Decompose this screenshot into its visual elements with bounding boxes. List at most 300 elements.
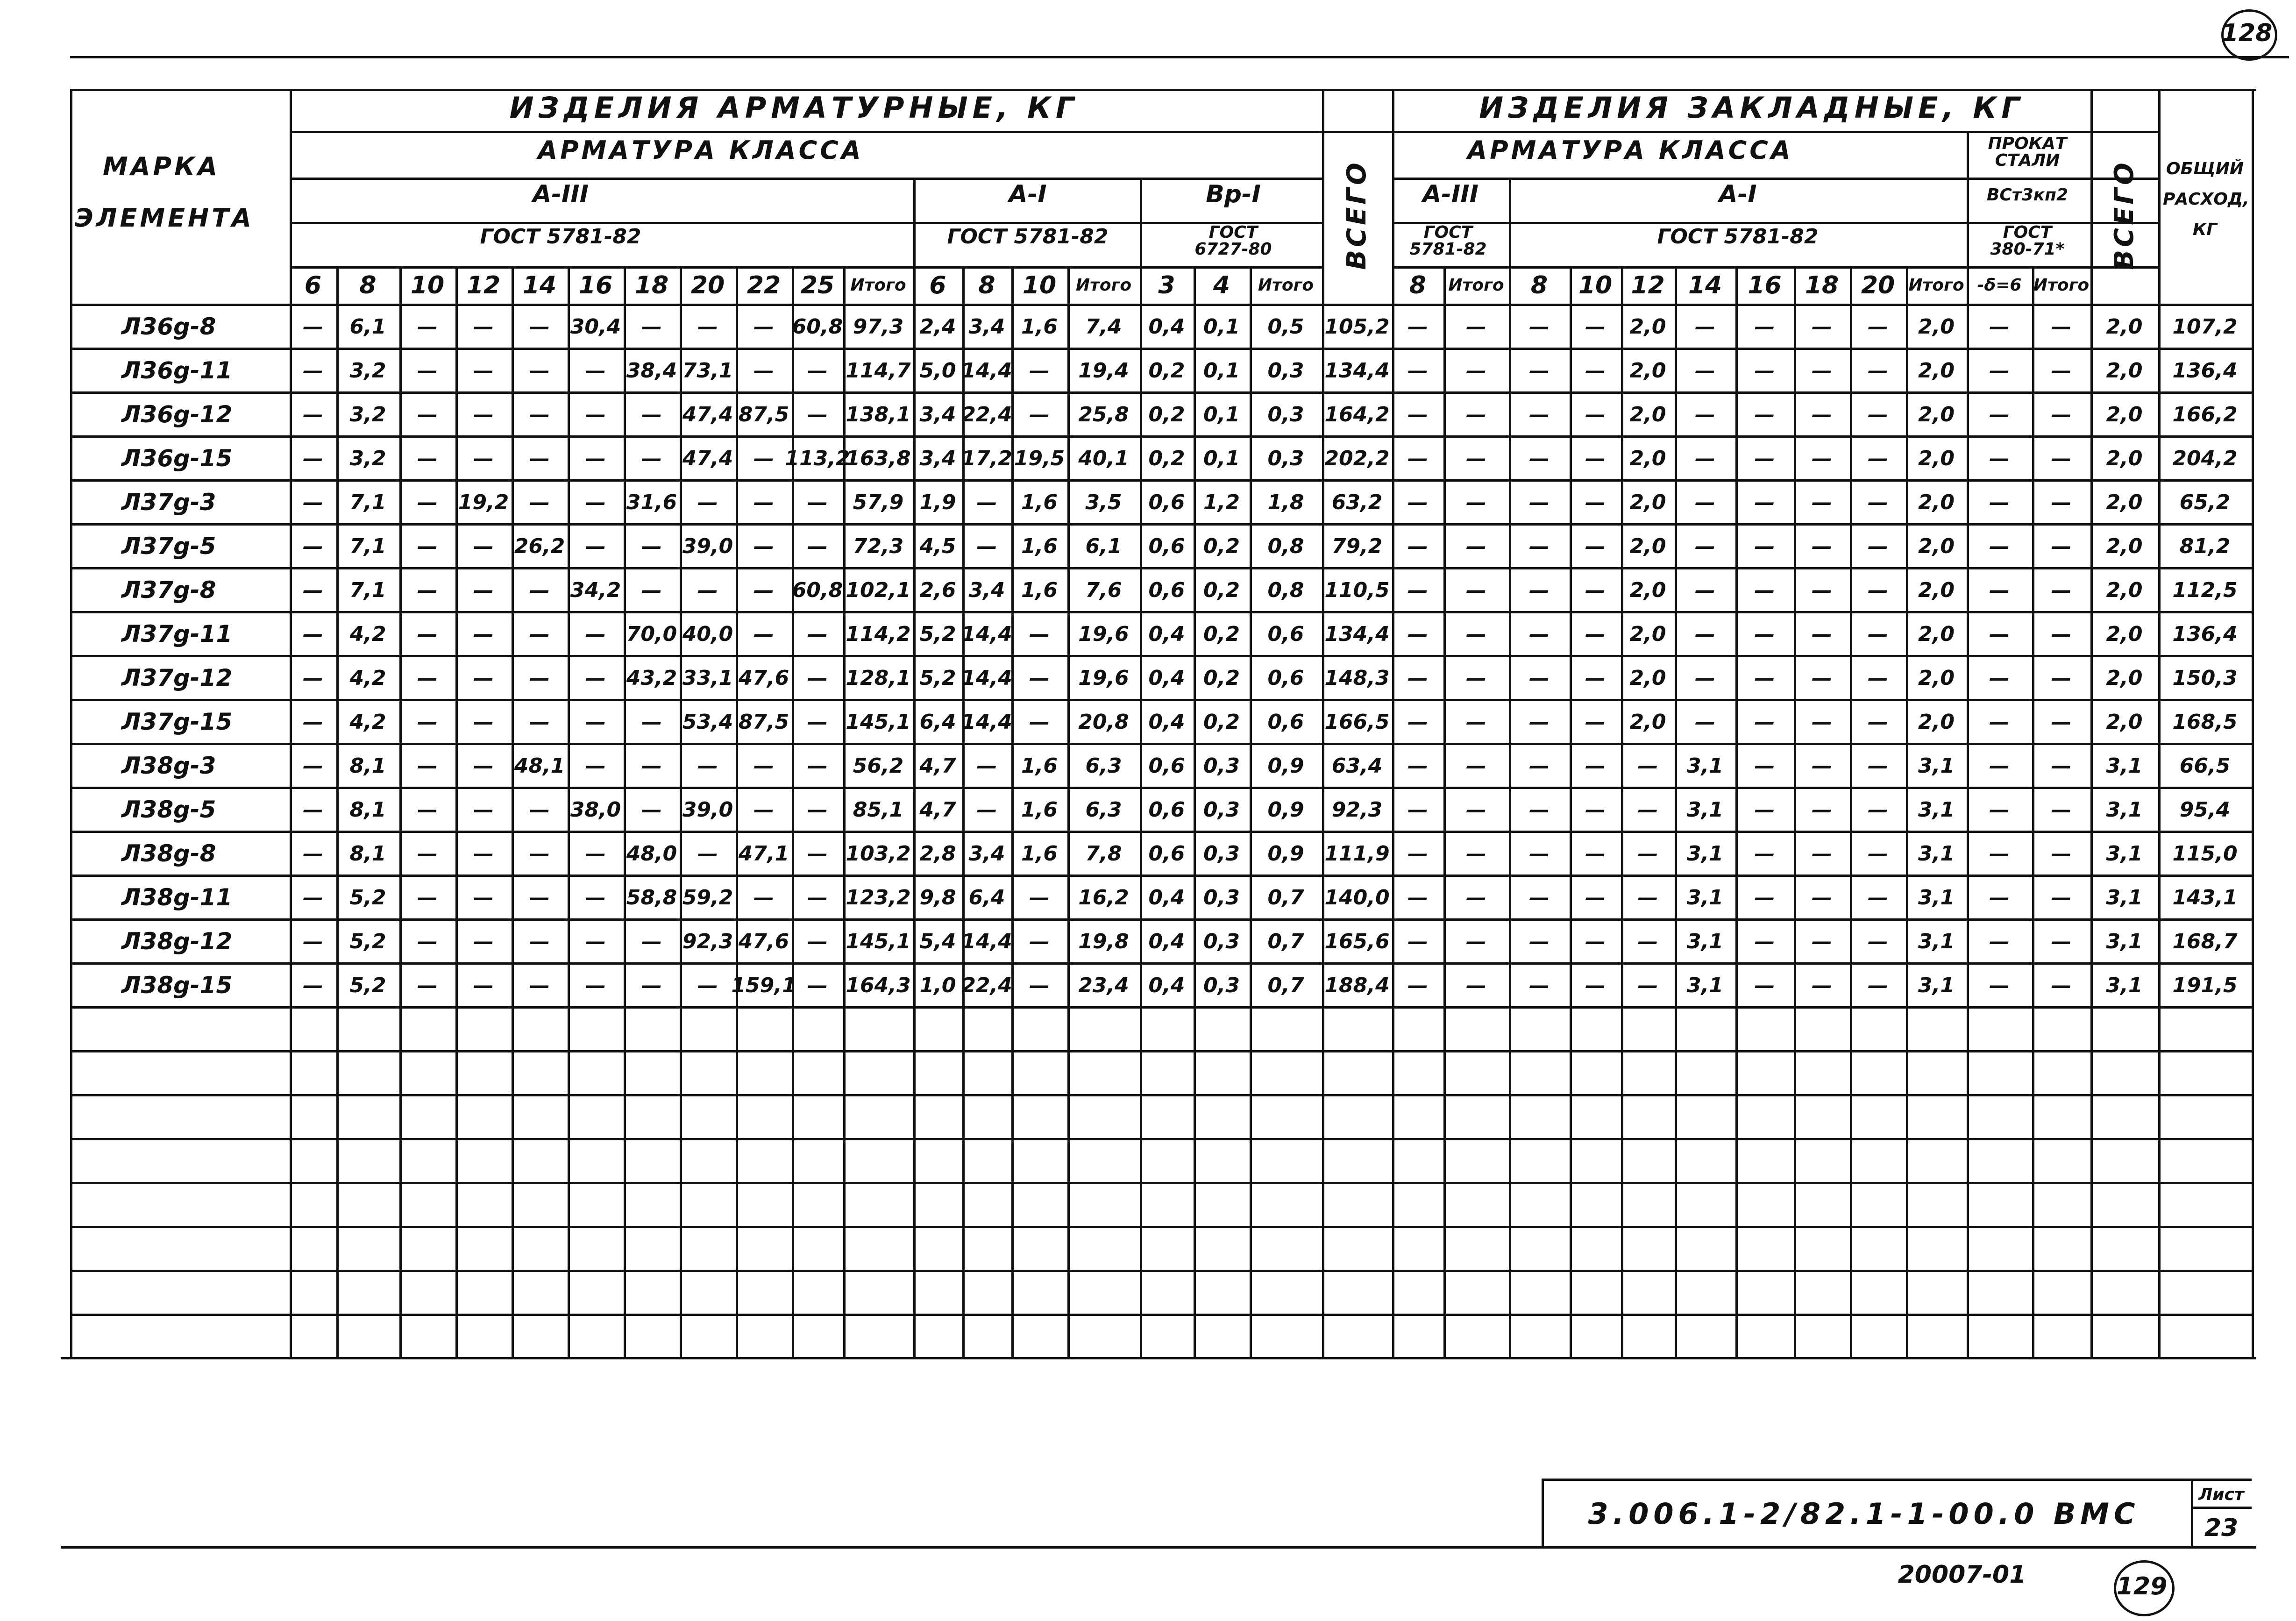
table-cell: — — [473, 315, 494, 339]
table-cell: — — [1695, 622, 1715, 646]
table-cell: 166,2 — [2172, 403, 2238, 427]
table-cell: — — [303, 710, 323, 734]
table-cell: 102,1 — [846, 578, 911, 602]
table-cell: 2,6 — [919, 578, 956, 602]
column-rule — [1194, 266, 1196, 1357]
table-cell: 6,4 — [919, 710, 956, 734]
table-cell: — — [1989, 534, 2010, 558]
table-cell: — — [1029, 622, 1050, 646]
table-cell: — — [473, 930, 494, 953]
table-cell: — — [2051, 447, 2072, 470]
table-cell: — — [1407, 886, 1428, 910]
table-cell: — — [807, 622, 828, 646]
table-cell: 150,3 — [2172, 666, 2238, 690]
table-cell: — — [753, 798, 774, 822]
table-cell: — — [976, 534, 997, 558]
header-gost-380: ГОСТ 380-71* — [1990, 223, 2065, 259]
table-cell: — — [529, 710, 550, 734]
table-cell: — — [417, 754, 438, 778]
table-cell: — — [1637, 754, 1658, 778]
table-cell: — — [1529, 666, 1550, 690]
table-cell: — — [303, 491, 323, 514]
column-rule — [2158, 89, 2161, 1357]
header-bottom-border — [70, 304, 2252, 306]
table-cell: 136,4 — [2172, 622, 2238, 646]
table-cell: — — [1989, 403, 2010, 427]
header-rule-1 — [290, 131, 2158, 133]
table-cell: — — [1812, 315, 1832, 339]
column-size-label: 12 — [466, 271, 501, 299]
table-cell: 1,2 — [1203, 491, 1240, 514]
table-cell: — — [1812, 930, 1832, 953]
table-cell: — — [1754, 930, 1775, 953]
table-cell: 0,2 — [1203, 578, 1240, 602]
table-cell: — — [303, 666, 323, 690]
table-cell: — — [753, 447, 774, 470]
table-cell: — — [2051, 491, 2072, 514]
table-cell: — — [2051, 754, 2072, 778]
table-cell: 111,9 — [1324, 842, 1390, 866]
table-cell: 3,1 — [1687, 798, 1723, 822]
table-cell: — — [585, 403, 606, 427]
table-cell: — — [1868, 491, 1888, 514]
table-cell: 0,3 — [1203, 754, 1240, 778]
table-cell: — — [1529, 798, 1550, 822]
table-cell: 65,2 — [2179, 491, 2231, 514]
row-mark: Л36g-8 — [121, 313, 216, 340]
table-cell: — — [1989, 491, 2010, 514]
row-rule — [70, 611, 2252, 613]
table-cell: 70,0 — [626, 622, 677, 646]
table-cell: — — [1466, 491, 1486, 514]
table-cell: — — [807, 798, 828, 822]
table-cell: — — [807, 754, 828, 778]
table-cell: — — [1529, 403, 1550, 427]
table-cell: 0,2 — [1203, 622, 1240, 646]
row-mark: Л38g-12 — [121, 928, 233, 955]
table-cell: — — [1754, 491, 1775, 514]
table-cell: — — [1407, 842, 1428, 866]
table-cell: — — [303, 930, 323, 953]
table-cell: — — [529, 578, 550, 602]
table-cell: — — [1868, 974, 1888, 997]
table-cell: — — [585, 930, 606, 953]
table-cell: — — [303, 534, 323, 558]
table-cell: — — [1407, 754, 1428, 778]
table-cell: 2,0 — [1629, 666, 1666, 690]
table-cell: 3,1 — [1918, 930, 1955, 953]
table-cell: — — [473, 622, 494, 646]
table-cell: — — [1029, 403, 1050, 427]
table-cell: 40,0 — [682, 622, 733, 646]
table-cell: — — [417, 974, 438, 997]
table-cell: — — [585, 622, 606, 646]
table-cell: — — [1868, 798, 1888, 822]
table-cell: 2,0 — [1629, 578, 1666, 602]
row-rule — [70, 1270, 2252, 1272]
table-cell: — — [1585, 447, 1606, 470]
table-cell: — — [1989, 754, 2010, 778]
column-size-label: 14 — [1688, 271, 1722, 299]
column-size-label: 14 — [522, 271, 557, 299]
table-cell: — — [2051, 974, 2072, 997]
table-cell: — — [585, 359, 606, 383]
table-cell: — — [1695, 359, 1715, 383]
column-rule — [1967, 131, 1969, 1357]
table-cell: — — [1754, 578, 1775, 602]
table-cell: 0,6 — [1267, 666, 1304, 690]
table-cell: 3,1 — [2106, 974, 2143, 997]
table-cell: 4,5 — [919, 534, 956, 558]
table-cell: 38,4 — [626, 359, 677, 383]
table-cell: 5,2 — [919, 666, 956, 690]
column-rule — [1067, 266, 1070, 1357]
table-cell: — — [1989, 930, 2010, 953]
column-rule — [1621, 266, 1623, 1357]
table-cell: 4,2 — [349, 710, 386, 734]
table-cell: 3,4 — [919, 403, 956, 427]
column-rule — [1675, 266, 1677, 1357]
table-cell: — — [1812, 403, 1832, 427]
column-size-label: 25 — [800, 271, 835, 299]
table-cell: — — [529, 886, 550, 910]
table-cell: — — [417, 842, 438, 866]
table-cell: — — [807, 491, 828, 514]
row-rule — [70, 787, 2252, 789]
table-cell: 2,0 — [1918, 666, 1955, 690]
column-size-label: 8 — [1409, 271, 1427, 299]
header-rule-2b — [1392, 178, 2158, 180]
header-a1-right: A-I — [1719, 180, 1757, 208]
table-cell: 47,6 — [738, 930, 789, 953]
table-cell: — — [1989, 842, 2010, 866]
row-rule — [70, 831, 2252, 833]
table-cell: 3,1 — [2106, 886, 2143, 910]
table-cell: — — [303, 359, 323, 383]
row-mark: Л38g-11 — [121, 884, 233, 911]
table-cell: 3,1 — [1687, 930, 1723, 953]
header-total-reinforcement: ВСЕГО — [1342, 160, 1372, 270]
table-cell: 63,2 — [1331, 491, 1383, 514]
table-cell: — — [1466, 315, 1486, 339]
table-cell: — — [417, 798, 438, 822]
table-cell: — — [417, 930, 438, 953]
header-rule-4b — [1392, 266, 2158, 269]
row-mark: Л38g-8 — [121, 840, 216, 867]
table-cell: 3,1 — [2106, 930, 2143, 953]
table-cell: 2,0 — [1918, 403, 1955, 427]
table-cell: — — [303, 842, 323, 866]
row-mark: Л37g-8 — [121, 576, 216, 604]
table-cell: — — [1466, 578, 1486, 602]
table-cell: — — [473, 534, 494, 558]
table-cell: — — [1754, 447, 1775, 470]
table-cell: 0,2 — [1148, 447, 1185, 470]
header-embedded-products: ИЗДЕЛИЯ ЗАКЛАДНЫЕ, КГ — [1479, 91, 2025, 125]
table-cell: — — [1466, 666, 1486, 690]
table-cell: — — [1585, 534, 1606, 558]
table-cell: — — [807, 886, 828, 910]
table-cell: — — [697, 974, 718, 997]
table-cell: — — [1868, 447, 1888, 470]
table-cell: — — [1529, 315, 1550, 339]
column-rule — [1906, 266, 1908, 1357]
row-rule — [70, 1226, 2252, 1228]
table-cell: — — [1868, 359, 1888, 383]
row-mark: Л36g-11 — [121, 357, 233, 384]
table-cell: — — [417, 710, 438, 734]
table-cell: 4,2 — [349, 622, 386, 646]
table-cell: — — [1407, 798, 1428, 822]
table-cell: — — [641, 403, 662, 427]
column-size-label: 16 — [578, 271, 613, 299]
table-cell: — — [1585, 974, 1606, 997]
table-cell: 0,1 — [1203, 359, 1240, 383]
table-cell: — — [2051, 578, 2072, 602]
table-cell: — — [1529, 491, 1550, 514]
table-cell: — — [1989, 447, 2010, 470]
table-cell: — — [807, 403, 828, 427]
table-cell: — — [1754, 359, 1775, 383]
row-rule — [70, 699, 2252, 701]
table-cell: 2,0 — [2106, 359, 2143, 383]
table-cell: 17,2 — [961, 447, 1012, 470]
table-cell: 165,6 — [1324, 930, 1390, 953]
table-cell: 3,2 — [349, 359, 386, 383]
table-cell: — — [1754, 403, 1775, 427]
row-rule — [70, 567, 2252, 569]
table-cell: 0,3 — [1267, 403, 1304, 427]
table-cell: — — [1989, 798, 2010, 822]
table-cell: 134,4 — [1324, 359, 1390, 383]
table-cell: 5,2 — [349, 930, 386, 953]
table-cell: — — [473, 886, 494, 910]
table-cell: — — [1989, 886, 2010, 910]
table-cell: — — [807, 359, 828, 383]
table-cell: — — [2051, 622, 2072, 646]
table-cell: — — [1754, 798, 1775, 822]
column-rule — [568, 266, 570, 1357]
table-cell: — — [529, 491, 550, 514]
table-cell: — — [1407, 315, 1428, 339]
table-cell: 19,6 — [1078, 622, 1129, 646]
table-cell: — — [2051, 930, 2072, 953]
table-cell: — — [1585, 666, 1606, 690]
table-cell: 2,0 — [1918, 315, 1955, 339]
table-cell: — — [585, 666, 606, 690]
column-rule — [1735, 266, 1738, 1357]
table-cell: — — [1868, 578, 1888, 602]
table-cell: — — [1407, 666, 1428, 690]
table-cell: 87,5 — [738, 710, 789, 734]
table-cell: — — [2051, 842, 2072, 866]
table-cell: 1,6 — [1021, 754, 1058, 778]
table-cell: — — [2051, 886, 2072, 910]
table-cell: 0,3 — [1203, 798, 1240, 822]
table-cell: 163,8 — [846, 447, 911, 470]
table-cell: 103,2 — [846, 842, 911, 866]
table-cell: 143,1 — [2172, 886, 2238, 910]
table-cell: — — [1812, 491, 1832, 514]
header-element: ЭЛЕМЕНТА — [75, 203, 254, 233]
table-cell: 0,4 — [1148, 886, 1185, 910]
column-rule — [624, 266, 626, 1357]
table-cell: 60,8 — [792, 315, 843, 339]
table-cell: 168,7 — [2172, 930, 2238, 953]
table-cell: 4,7 — [919, 754, 956, 778]
table-cell: 19,4 — [1078, 359, 1129, 383]
table-cell: 2,0 — [2106, 447, 2143, 470]
table-cell: — — [1812, 710, 1832, 734]
table-cell: 0,8 — [1267, 534, 1304, 558]
table-cell: — — [753, 622, 774, 646]
table-cell: 6,3 — [1085, 798, 1122, 822]
table-cell: — — [2051, 666, 2072, 690]
table-cell: — — [2051, 534, 2072, 558]
column-size-label: 10 — [410, 271, 445, 299]
column-rule — [792, 266, 794, 1357]
column-rule — [1322, 89, 1324, 1357]
table-cell: — — [303, 403, 323, 427]
column-size-label: 10 — [1022, 271, 1057, 299]
table-cell: 7,1 — [349, 578, 386, 602]
table-cell: — — [1529, 447, 1550, 470]
header-mark: МАРКА — [103, 152, 220, 181]
table-cell: 22,4 — [961, 403, 1012, 427]
table-cell: 4,7 — [919, 798, 956, 822]
table-cell: 2,0 — [1918, 710, 1955, 734]
header-rule-3a — [290, 222, 1322, 224]
column-size-label: 8 — [359, 271, 377, 299]
table-cell: 204,2 — [2172, 447, 2238, 470]
table-cell: — — [1989, 315, 2010, 339]
table-cell: 53,4 — [682, 710, 733, 734]
column-itogo: Итого — [1908, 276, 1964, 295]
table-cell: 0,7 — [1267, 974, 1304, 997]
column-rule — [962, 266, 965, 1357]
column-itogo: Итого — [1448, 276, 1504, 295]
table-cell: 0,7 — [1267, 930, 1304, 953]
table-cell: 0,6 — [1148, 798, 1185, 822]
table-cell: 3,1 — [1918, 886, 1955, 910]
table-cell: 191,5 — [2172, 974, 2238, 997]
table-cell: 2,0 — [2106, 622, 2143, 646]
table-cell: — — [1585, 930, 1606, 953]
table-cell: 47,6 — [738, 666, 789, 690]
table-cell: 1,6 — [1021, 315, 1058, 339]
table-cell: 3,2 — [349, 403, 386, 427]
table-cell: — — [1868, 622, 1888, 646]
table-cell: 188,4 — [1324, 974, 1390, 997]
frame-top-rule — [70, 56, 2289, 58]
table-cell: — — [529, 622, 550, 646]
table-cell: 5,4 — [919, 930, 956, 953]
table-cell: — — [585, 447, 606, 470]
table-cell: 0,8 — [1267, 578, 1304, 602]
table-cell: — — [1812, 578, 1832, 602]
table-cell: — — [641, 578, 662, 602]
table-cell: — — [1812, 622, 1832, 646]
table-cell: — — [1529, 534, 1550, 558]
table-cell: — — [303, 447, 323, 470]
table-cell: — — [697, 315, 718, 339]
table-cell: — — [1868, 534, 1888, 558]
table-cell: — — [1695, 491, 1715, 514]
table-cell: — — [697, 842, 718, 866]
table-cell: — — [1466, 842, 1486, 866]
table-cell: — — [1029, 930, 1050, 953]
column-size-label: 10 — [1578, 271, 1613, 299]
column-delta: -δ=6 — [1977, 276, 2022, 295]
table-cell: 6,4 — [968, 886, 1005, 910]
table-cell: — — [1529, 842, 1550, 866]
table-cell: 2,0 — [1918, 622, 1955, 646]
table-cell: — — [1466, 886, 1486, 910]
table-cell: 95,4 — [2179, 798, 2231, 822]
table-cell: — — [753, 886, 774, 910]
table-cell: — — [417, 886, 438, 910]
table-cell: 3,1 — [1918, 754, 1955, 778]
table-cell: 0,1 — [1203, 403, 1240, 427]
table-cell: 0,2 — [1203, 534, 1240, 558]
table-cell: 58,8 — [626, 886, 677, 910]
table-cell: — — [1585, 491, 1606, 514]
table-cell: 20,8 — [1078, 710, 1129, 734]
table-cell: 73,1 — [682, 359, 733, 383]
table-cell: — — [641, 710, 662, 734]
table-cell: 0,6 — [1148, 491, 1185, 514]
table-cell: 1,6 — [1021, 842, 1058, 866]
row-rule — [70, 655, 2252, 657]
mark-column-border — [290, 89, 292, 1357]
table-cell: 0,2 — [1203, 710, 1240, 734]
table-cell: 2,0 — [1629, 534, 1666, 558]
table-cell: — — [529, 315, 550, 339]
table-cell: 5,2 — [919, 622, 956, 646]
header-total-use: ОБЩИЙ РАСХОД, КГ — [2163, 159, 2249, 239]
column-rule — [336, 266, 339, 1357]
column-rule — [1794, 266, 1796, 1357]
table-cell: — — [1812, 447, 1832, 470]
table-cell: — — [417, 447, 438, 470]
table-cell: — — [417, 622, 438, 646]
table-cell: 0,4 — [1148, 315, 1185, 339]
table-cell: 92,3 — [682, 930, 733, 953]
table-cell: 2,0 — [1629, 315, 1666, 339]
row-rule — [70, 391, 2252, 394]
table-cell: — — [417, 578, 438, 602]
column-rule — [399, 266, 402, 1357]
table-left-border — [70, 89, 72, 1357]
table-cell: — — [807, 666, 828, 690]
header-gost-5781-embedded-a1: ГОСТ 5781-82 — [1657, 225, 1819, 249]
column-size-label: 22 — [746, 271, 781, 299]
table-cell: 3,1 — [2106, 798, 2143, 822]
table-cell: 145,1 — [846, 710, 911, 734]
table-cell: — — [1529, 359, 1550, 383]
header-a3-right: A-III — [1422, 180, 1479, 208]
table-cell: 7,1 — [349, 534, 386, 558]
table-cell: — — [753, 315, 774, 339]
table-cell: 6,1 — [349, 315, 386, 339]
table-cell: 105,2 — [1324, 315, 1390, 339]
table-cell: 3,2 — [349, 447, 386, 470]
title-block-sheet-divider — [2191, 1479, 2193, 1549]
table-cell: 0,9 — [1267, 798, 1304, 822]
table-cell: — — [303, 798, 323, 822]
table-cell: — — [1868, 666, 1888, 690]
table-cell: — — [473, 403, 494, 427]
